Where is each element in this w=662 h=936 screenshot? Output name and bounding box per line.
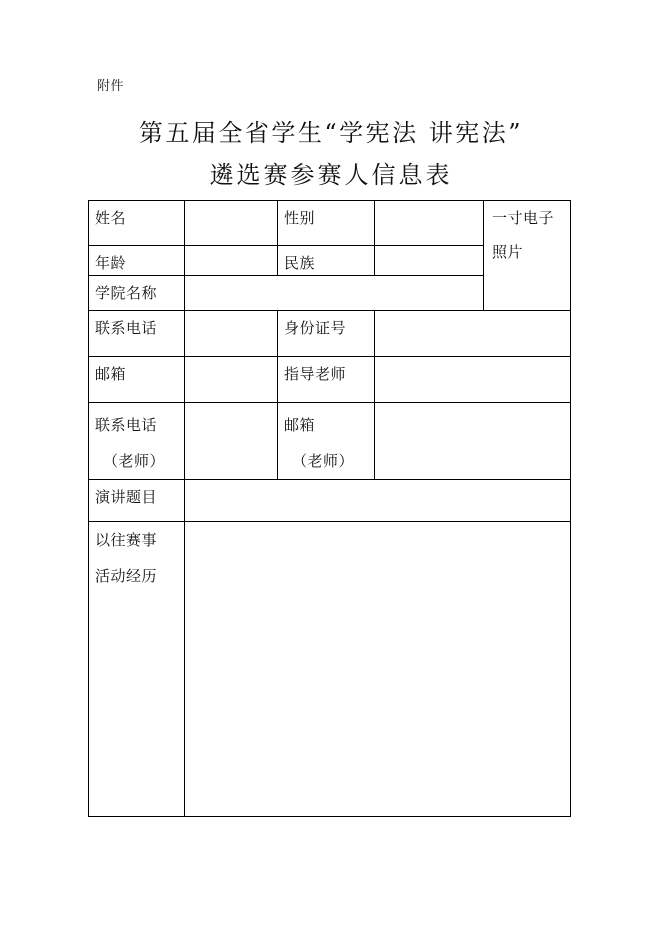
attachment-label: 附件 [97,79,125,94]
value-gender [375,201,483,210]
label-cell-contact-phone [89,311,185,357]
page-title [0,112,662,196]
value-teacher-email [375,403,570,412]
label-cell-ethnicity [278,246,375,276]
label-gender: 性别 [284,209,316,227]
label-cell-email [89,357,185,403]
table-row-contact-phone [89,311,571,357]
label-teacher-phone-main: 联系电话 [95,416,158,434]
title-line-2: 遴选赛参赛人信息表 [209,161,453,189]
label-cell-age [89,246,185,276]
label-past-experience-line1: 以往赛事 [95,531,158,549]
participant-info-table [88,200,571,817]
label-cell-gender [278,201,375,246]
photo-text-line2: 照片 [492,243,524,261]
title-line-1: 第五届全省学生“学宪法 讲宪法” [138,119,524,147]
value-college-name [185,276,483,285]
value-cell-id-number[interactable] [375,311,571,357]
label-contact-phone: 联系电话 [95,319,158,337]
label-name: 姓名 [95,209,127,227]
label-cell-past-experience [89,522,185,817]
label-email: 邮箱 [95,365,127,383]
label-id-number: 身份证号 [284,319,347,337]
value-id-number [375,311,570,320]
value-cell-contact-phone[interactable] [185,311,278,357]
label-teacher-email [278,403,374,479]
value-cell-speech-topic[interactable] [185,480,571,522]
value-email [185,357,277,366]
value-name [185,201,277,210]
table-row-speech-topic [89,480,571,522]
label-cell-teacher-email [278,403,375,480]
value-cell-advisor-teacher[interactable] [375,357,571,403]
label-speech-topic: 演讲题目 [95,488,158,506]
label-cell-teacher-phone [89,403,185,480]
label-cell-college-name [89,276,185,311]
value-cell-email[interactable] [185,357,278,403]
value-cell-past-experience[interactable] [185,522,571,817]
label-college-name: 学院名称 [95,284,158,302]
table-row-name [89,201,571,246]
value-cell-teacher-phone[interactable] [185,403,278,480]
label-cell-name [89,201,185,246]
value-age [185,246,277,255]
value-teacher-phone [185,403,277,412]
label-cell-speech-topic [89,480,185,522]
value-cell-teacher-email[interactable] [375,403,571,480]
table-row-teacher-contact [89,403,571,480]
label-age: 年龄 [95,254,127,272]
label-cell-id-number [278,311,375,357]
label-teacher-email-sub: （老师） [292,452,355,470]
value-ethnicity [375,246,483,255]
label-teacher-phone [89,403,184,479]
label-advisor-teacher: 指导老师 [284,365,347,383]
value-past-experience [185,522,570,531]
label-past-experience [89,522,184,594]
table-row-past-experience [89,522,571,817]
photo-text-line1: 一寸电子 [492,209,555,227]
label-ethnicity: 民族 [284,254,316,272]
photo-placeholder-cell[interactable] [484,201,571,311]
value-cell-college-name[interactable] [185,276,484,311]
label-past-experience-line2: 活动经历 [95,567,158,585]
value-cell-age[interactable] [185,246,278,276]
value-speech-topic [185,480,570,489]
label-teacher-phone-sub: （老师） [103,452,166,470]
label-cell-advisor-teacher [278,357,375,403]
value-cell-gender[interactable] [375,201,484,246]
value-advisor-teacher [375,357,570,366]
label-teacher-email-main: 邮箱 [284,416,316,434]
value-cell-name[interactable] [185,201,278,246]
value-cell-ethnicity[interactable] [375,246,484,276]
value-contact-phone [185,311,277,320]
table-row-email [89,357,571,403]
